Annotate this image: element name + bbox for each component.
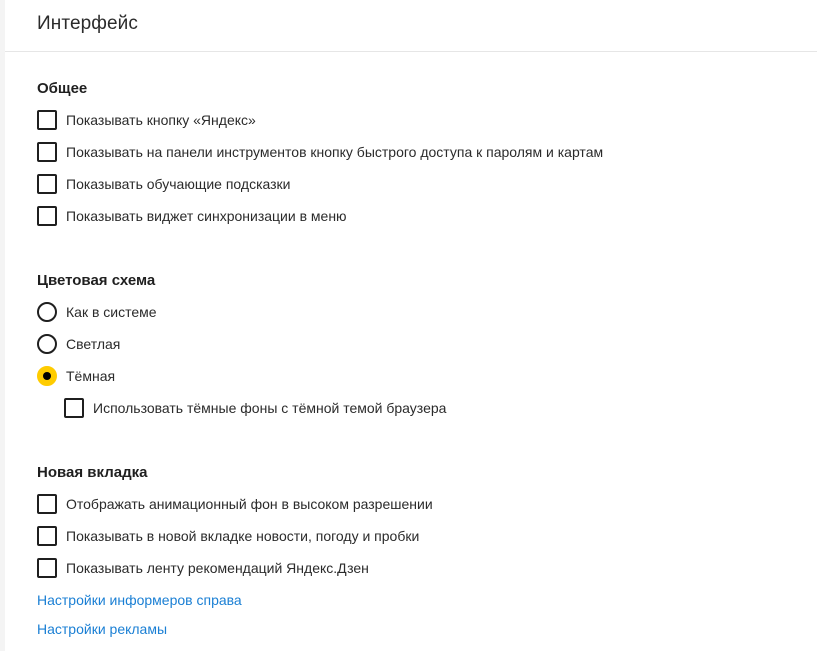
radio-dark-theme[interactable] [37, 365, 115, 387]
checkbox-label: Показывать виджет синхронизации в меню [66, 208, 347, 224]
radio-label: Тёмная [66, 368, 116, 384]
checkbox-show-passwords-button[interactable] [37, 141, 603, 163]
settings-panel [5, 0, 817, 651]
checkbox-box[interactable] [37, 526, 57, 546]
checkbox-label: Отображать анимационный фон в высоком разрешении [66, 496, 433, 512]
checkbox-hd-animated-background[interactable] [37, 493, 433, 515]
checkbox-box[interactable] [37, 110, 57, 130]
checkbox-label: Показывать ленту рекомендаций Яндекс.Дзен [66, 560, 369, 576]
checkbox-show-tips[interactable] [37, 173, 291, 195]
ads-settings-link[interactable]: Настройки рекламы [37, 621, 168, 637]
radio-label: Светлая [66, 336, 121, 352]
checkbox-box[interactable] [37, 174, 57, 194]
checkbox-label: Показывать в новой вкладке новости, погоду и пробки [66, 528, 420, 544]
checkbox-news-weather-traffic[interactable] [37, 525, 419, 547]
radio-button[interactable] [37, 302, 57, 322]
checkbox-box[interactable] [37, 206, 57, 226]
checkbox-box[interactable] [37, 494, 57, 514]
page-header [5, 0, 817, 52]
radio-light-theme[interactable] [37, 333, 120, 355]
section-title-color-scheme: Цветовая схема [37, 272, 156, 289]
checkbox-show-yandex-button[interactable] [37, 109, 256, 131]
checkbox-label: Использовать тёмные фоны с тёмной темой браузера [93, 400, 447, 416]
checkbox-show-sync-widget[interactable] [37, 205, 347, 227]
checkbox-box[interactable] [64, 398, 84, 418]
checkbox-box[interactable] [37, 142, 57, 162]
checkbox-box[interactable] [37, 558, 57, 578]
checkbox-label: Показывать на панели инструментов кнопку быстрого доступа к паролям и картам [66, 144, 604, 160]
informers-settings-link[interactable]: Настройки информеров справа [37, 592, 242, 608]
page-title: Интерфейс [37, 13, 138, 34]
checkbox-zen-feed[interactable] [37, 557, 369, 579]
radio-button-selected[interactable] [37, 366, 57, 386]
checkbox-label: Показывать кнопку «Яндекс» [66, 112, 256, 128]
checkbox-label: Показывать обучающие подсказки [66, 176, 291, 192]
radio-system-theme[interactable] [37, 301, 157, 323]
section-title-new-tab: Новая вкладка [37, 464, 148, 481]
checkbox-dark-backgrounds[interactable] [64, 397, 446, 419]
radio-button[interactable] [37, 334, 57, 354]
section-title-general: Общее [37, 80, 88, 97]
radio-label: Как в системе [66, 304, 157, 320]
